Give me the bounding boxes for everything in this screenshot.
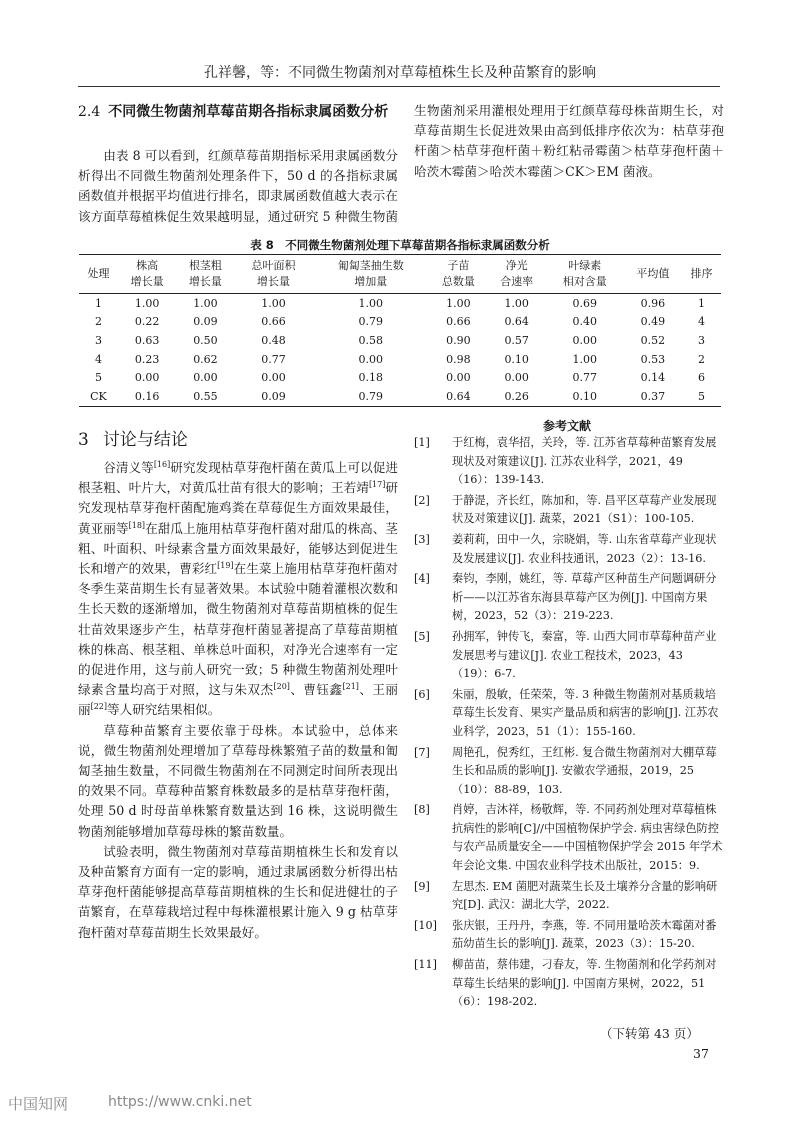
reference-item — [414, 744, 724, 800]
table-cell: 0.62 — [193, 352, 218, 366]
table-cell: 0.00 — [193, 371, 218, 385]
reference-number: [11] — [414, 958, 437, 972]
table-cell: 3 — [94, 333, 102, 347]
table-cell: 0.55 — [193, 389, 218, 403]
reference-text: 孙拥军，钟传飞，秦富，等. 山西大同市草莓种苗产业发展思考与建议[J]. 农业工程技术，2023，43（19）：6-7. — [452, 629, 717, 681]
table-cell: 0.77 — [261, 352, 286, 366]
table-cell: 4 — [94, 352, 102, 366]
table-header-cell: 总叶面积 增长量 — [251, 259, 296, 288]
reference-number: [3] — [414, 532, 430, 546]
table-cell: 0.00 — [261, 371, 286, 385]
table-row — [79, 331, 721, 350]
references-title: 参考文献 — [542, 419, 591, 433]
table-8-title: 表 8 不同微生物菌剂处理下草莓苗期各指标隶属函数分析 — [250, 238, 550, 252]
table-cell: 0.58 — [358, 333, 384, 347]
page-number: 37 — [693, 1046, 709, 1061]
reference-item — [414, 628, 724, 684]
reference-item — [414, 956, 724, 1012]
reference-item — [414, 917, 724, 954]
table-cell: 0.37 — [640, 389, 666, 403]
table-cell: 0.52 — [640, 333, 666, 347]
reference-text: 于红梅，袁华招，关玲，等. 江苏省草莓种苗繁育发展现状及对策建议[J]. 江苏农业科学，2021，49（16）：139-143. — [452, 436, 717, 487]
table-cell: 0.10 — [572, 389, 598, 403]
reference-number: [8] — [414, 803, 430, 817]
table-cell: 5 — [698, 389, 706, 403]
section-2-4-paragraph-part2 — [414, 101, 724, 223]
table-cell: 0.66 — [261, 315, 286, 329]
reference-text: 朱丽，殷敏，任荣荣，等. 3 种微生物菌剂对基质栽培草莓生长发育、果实产量品质和病害的影响[J]. 江苏农业科学，2023，51（1）：155-160. — [452, 687, 719, 738]
section-2-4-paragraph: 由表 8 可以看到，红颜草莓苗期指标采用隶属函数分析得出不同微生物菌剂处理条件下，50 d 的各指标隶属函数值并根据平均值进行排名，即隶属函数值越大表示在该方面草莓植株促生效果越明显，通过研究 5 种微生物菌 — [78, 148, 398, 224]
section-3-paragraph-2: 草莓种苗繁育主要依靠于母株。本试验中，总体来说，微生物菌剂处理增加了草莓母株繁殖子苗的数量和匍匐茎抽生数量，不同微生物菌剂在不同测定时间所表现出的效果不同。草莓种苗繁育株数最多的是枯草芽孢杆菌，处理 50 d 时母苗单株繁育数量达到 16 株，这说明微生物菌剂能够增加草莓母株的繁苗数量。 — [78, 722, 398, 839]
table-cell: 1.00 — [572, 352, 598, 366]
table-header-cell: 平均值 — [636, 267, 670, 280]
table-cell: 1 — [94, 296, 102, 310]
table-header-cell: 株高 增长量 — [130, 259, 164, 288]
table-cell: 0.53 — [640, 352, 666, 366]
table-cell: 0.10 — [504, 352, 529, 366]
table-cell: 5 — [94, 371, 102, 385]
reference-text: 姜莉莉，田中一久，宗晓娟，等. 山东省草莓产业现状及发展建议[J]. 农业科技通讯，2023（2）：13-16. — [452, 532, 717, 565]
section-2-4-number: 2.4 — [78, 104, 101, 120]
table-cell: 0.00 — [572, 333, 598, 347]
reference-number: [1] — [414, 436, 430, 449]
table-row — [79, 368, 721, 387]
section-3-heading — [78, 425, 188, 450]
table-cell: 0.50 — [193, 333, 218, 347]
table-cell: 0.79 — [358, 315, 384, 329]
reference-item — [414, 570, 724, 626]
reference-number: [6] — [414, 687, 430, 701]
reference-number: [5] — [414, 629, 430, 643]
table-cell: 2 — [698, 352, 706, 366]
references-list — [414, 434, 724, 1014]
table-cell: 0.63 — [134, 333, 160, 347]
table-cell: 0.49 — [640, 315, 666, 329]
table-cell: 0.00 — [504, 371, 529, 385]
table-header-cell: 净光 合速率 — [500, 259, 534, 288]
reference-item — [414, 434, 724, 490]
cnki-logo: 中国知网 — [8, 1095, 69, 1113]
reference-number: [7] — [414, 745, 430, 759]
reference-item — [414, 878, 724, 915]
reference-number: [4] — [414, 572, 430, 586]
table-row — [79, 350, 721, 369]
table-cell: 0.79 — [358, 389, 384, 403]
section-2-4-title: 不同微生物菌剂草莓苗期各指标隶属函数分析 — [108, 104, 389, 120]
table-cell: 0.64 — [504, 315, 529, 329]
table-cell: 0.64 — [446, 389, 471, 403]
section-2-4-paragraph-continued: 生物菌剂采用灌根处理用于红颜草莓母株苗期生长，对草莓苗期生长促进效果由高到低排序依次为：枯草芽孢杆菌＞枯草芽孢杆菌＋粉红粘帚霉菌＞枯草芽孢杆菌＋哈茨木霉菌＞哈茨木霉菌＞CK＞EM 菌液。 — [414, 103, 724, 179]
section-3-number: 3 — [78, 430, 89, 450]
table-row — [79, 313, 721, 332]
table-cell: 1.00 — [358, 296, 384, 310]
table-cell: CK — [90, 389, 107, 403]
table-cell: 1.00 — [446, 296, 471, 310]
table-cell: 1.00 — [261, 296, 286, 310]
table-cell: 0.57 — [504, 333, 529, 347]
table-cell: 2 — [94, 315, 102, 329]
reference-text: 于静湜，齐长红，陈加和，等. 昌平区草莓产业发展现状及对策建议[J]. 蔬菜，2021（S1）：100-105. — [452, 493, 717, 526]
table-body — [79, 294, 721, 407]
table-header-cell: 处理 — [87, 267, 110, 280]
cnki-url[interactable]: https://www.cnki.net — [108, 1094, 252, 1110]
table-cell: 0.00 — [446, 371, 471, 385]
table-header-cell: 根茎粗 增长量 — [188, 259, 222, 288]
table-cell: 3 — [698, 333, 706, 347]
reference-text: 周艳孔，倪秀红，王红彬. 复合微生物菌剂对大棚草莓生长和品质的影响[J]. 安徽农学通报，2019，25（10）：88-89，103. — [452, 745, 717, 796]
table-cell: 0.16 — [134, 389, 160, 403]
table-cell: 0.14 — [640, 371, 666, 385]
header-rule — [78, 86, 720, 87]
running-title: 孔祥馨，等：不同微生物菌剂对草莓植株生长及种苗繁育的影响 — [204, 65, 596, 81]
table-cell: 0.00 — [358, 352, 384, 366]
section-3-body — [78, 458, 398, 943]
table-cell: 0.69 — [572, 296, 598, 310]
table-row — [79, 294, 721, 313]
table-cell: 1.00 — [504, 296, 529, 310]
table-cell: 0.23 — [134, 352, 160, 366]
reference-text: 秦钧，李刚，姚红，等. 草莓产区种苗生产问题调研分析——以江苏省东海县草莓产区为例[J]. 中国南方果树，2023，52（3）：219-223. — [452, 572, 717, 623]
reference-item — [414, 492, 724, 529]
section-3-paragraph-3: 试验表明，微生物菌剂对草莓苗期植株生长和发育以及种苗繁育方面有一定的影响，通过隶属函数分析得出枯草芽孢杆菌能够提高草莓苗期植株的生长和促进健壮的子苗繁育，在草莓栽培过程中每株灌根累计施入 9 g 枯草芽孢杆菌对草莓苗期生长效果最好。 — [78, 843, 398, 940]
table-cell: 0.48 — [261, 333, 286, 347]
table-cell: 0.40 — [572, 315, 598, 329]
table-cell: 0.90 — [446, 333, 471, 347]
table-cell: 0.77 — [572, 371, 598, 385]
reference-text: 张庆银，王丹丹，李燕，等. 不同用量哈茨木霉菌对番茄幼苗生长的影响[J]. 蔬菜，2023（3）：15-20. — [452, 918, 717, 951]
reference-number: [9] — [414, 879, 430, 893]
table-cell: 0.22 — [134, 315, 160, 329]
reference-item — [414, 531, 724, 568]
section-3-paragraph-1: 谷清义等[16]研究发现枯草芽孢杆菌在黄瓜上可以促进根茎粗、叶片大，对黄瓜壮苗有很大的影响；王若靖[17]研究发现枯草芽孢杆菌配施鸡粪在草莓促生方面效果最佳，黄亚丽等[18]在甜瓜上施用枯草芽孢杆菌对甜瓜的株高、茎粗、叶面积、叶绿素含量方面效果最好，能够达到促进生长和增产的效果，曹彩红[19]在生菜上施用枯草芽孢杆菌对冬季生菜苗期生长有显著效果。本试验中随着灌根次数和生长天数的逐渐增加，微生物菌剂对草莓苗期植株的促生壮苗效果逐步产生，枯草芽孢杆菌显著提高了草莓苗期植株的株高、根茎粗、单株总叶面积，对净光合速率有一定的促进作用，这与前人研究一致；5 种微生物菌剂处理叶绿素含量均高于对照，这与朱双杰[20]、曹钰鑫[21]、王丽丽[22]等人研究结果相似。 — [78, 459, 399, 718]
reference-text: 左思杰. EM 菌肥对蔬菜生长及土壤养分含量的影响研究[D]. 武汉：湖北大学，2022. — [452, 879, 718, 912]
table-cell: 1.00 — [193, 296, 218, 310]
table-header-cell: 排序 — [690, 267, 713, 280]
reference-item — [414, 686, 724, 742]
continued-note: （下转第 43 页） — [600, 1026, 699, 1041]
section-2-4-heading — [78, 101, 396, 123]
table-cell: 0.98 — [446, 352, 471, 366]
table-cell: 1.00 — [134, 296, 160, 310]
table-header-cell: 叶绿素 相对含量 — [562, 259, 607, 288]
table-cell: 0.66 — [446, 315, 471, 329]
reference-item — [414, 801, 724, 875]
table-row — [79, 387, 721, 406]
table-cell: 0.26 — [504, 389, 529, 403]
table-cell: 0.96 — [640, 296, 666, 310]
table-cell: 4 — [698, 315, 706, 329]
table-8 — [79, 254, 721, 407]
table-cell: 1 — [698, 296, 706, 310]
table-cell: 0.09 — [261, 389, 286, 403]
table-cell: 0.09 — [193, 315, 218, 329]
reference-text: 肖婷，吉沐祥，杨敬辉，等. 不同药剂处理对草莓植株抗病性的影响[C]//中国植物保护学会. 病虫害绿色防控与农产品质量安全——中国植物保护学会 2015 年学术年会论文集. 中国农业科学技术出版社，2015：9. — [452, 803, 723, 873]
table-cell: 0.00 — [134, 371, 160, 385]
table-cell: 0.18 — [358, 371, 384, 385]
table-header-row — [79, 255, 721, 294]
table-header-cell: 匍匐茎抽生数 增加量 — [337, 259, 404, 288]
reference-text: 柳苗苗，蔡伟建，刁春友，等. 生物菌剂和化学药剂对草莓生长结果的影响[J]. 中国南方果树，2022，51（6）：198-202. — [452, 958, 717, 1009]
table-cell: 6 — [698, 371, 706, 385]
reference-number: [10] — [414, 918, 437, 932]
table-header-cell: 子苗 总数量 — [441, 259, 475, 288]
section-2-4-paragraph-part1 — [78, 146, 398, 229]
reference-number: [2] — [414, 493, 430, 507]
section-3-title: 讨论与结论 — [102, 430, 188, 450]
